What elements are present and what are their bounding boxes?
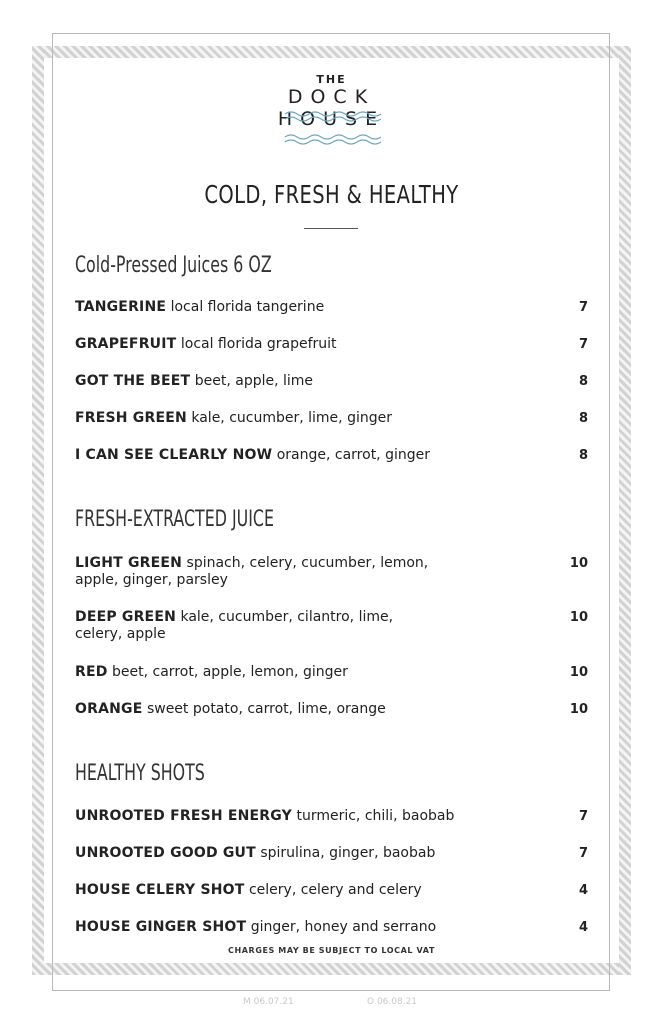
- item-name: DEEP GREEN: [75, 609, 176, 625]
- section-heading-cold-pressed: Cold-Pressed Juices 6 OZ: [75, 253, 272, 278]
- item-price: 7: [578, 337, 588, 352]
- item-price: 7: [578, 846, 588, 861]
- menu-title: COLD, FRESH & HEALTHY: [204, 180, 459, 209]
- item-price: 8: [578, 411, 588, 426]
- item-name: TANGERINE: [75, 299, 167, 315]
- item-desc: spirulina, ginger, baobab: [260, 845, 436, 861]
- menu-item: [75, 808, 495, 825]
- logo-the: THE: [316, 73, 347, 86]
- item-desc: kale, cucumber, cilantro, lime, celery, apple: [75, 609, 394, 642]
- item-price: 10: [569, 665, 588, 680]
- section-heading-fresh-extracted: FRESH-EXTRACTED JUICE: [75, 507, 274, 532]
- rope-border-left: [32, 46, 44, 975]
- item-name: RED: [75, 664, 108, 680]
- item-desc: beet, apple, lime: [194, 373, 314, 389]
- item-desc: spinach, celery, cucumber, lemon, apple, ginger, parsley: [75, 555, 429, 588]
- menu-item: [75, 299, 455, 316]
- title-divider: [304, 228, 358, 229]
- logo-word-house: HOUSE: [277, 108, 386, 130]
- menu-item: [75, 845, 495, 862]
- item-desc: sweet potato, carrot, lime, orange: [146, 701, 386, 717]
- item-name: GRAPEFRUIT: [75, 336, 177, 352]
- vat-notice: CHARGES MAY BE SUBJECT TO LOCAL VAT: [228, 946, 435, 955]
- item-price: 10: [569, 556, 588, 571]
- item-price: 4: [578, 883, 588, 898]
- menu-item: [75, 664, 455, 681]
- menu-item: [75, 609, 425, 643]
- item-name: GOT THE BEET: [75, 373, 191, 389]
- item-price: 7: [578, 809, 588, 824]
- print-code-left: M 06.07.21: [243, 997, 294, 1007]
- menu-item: [75, 410, 455, 427]
- item-name: HOUSE GINGER SHOT: [75, 919, 247, 935]
- waves-icon: [283, 102, 383, 152]
- item-name: UNROOTED FRESH ENERGY: [75, 808, 293, 824]
- item-name: I CAN SEE CLEARLY NOW: [75, 447, 273, 463]
- item-desc: local florida grapefruit: [180, 336, 337, 352]
- item-name: LIGHT GREEN: [75, 555, 183, 571]
- print-code-right: O 06.08.21: [367, 997, 418, 1007]
- item-desc: beet, carrot, apple, lemon, ginger: [112, 664, 348, 680]
- item-desc: kale, cucumber, lime, ginger: [191, 410, 392, 426]
- item-desc: orange, carrot, ginger: [276, 447, 430, 463]
- menu-item: [75, 373, 455, 390]
- menu-item: [75, 555, 455, 589]
- menu-item: [75, 882, 495, 899]
- item-name: UNROOTED GOOD GUT: [75, 845, 256, 861]
- item-desc: local florida tangerine: [170, 299, 325, 315]
- menu-item: [75, 447, 495, 464]
- menu-item: [75, 336, 455, 353]
- item-desc: ginger, honey and serrano: [250, 919, 437, 935]
- section-heading-healthy-shots: HEALTHY SHOTS: [75, 761, 205, 786]
- item-price: 10: [569, 702, 588, 717]
- item-name: ORANGE: [75, 701, 143, 717]
- item-price: 4: [578, 920, 588, 935]
- logo-word-dock: DOCK: [287, 86, 376, 108]
- item-price: 7: [578, 300, 588, 315]
- item-name: FRESH GREEN: [75, 410, 187, 426]
- rope-border-right: [619, 46, 631, 975]
- item-price: 10: [569, 610, 588, 625]
- menu-item: [75, 701, 455, 718]
- item-price: 8: [578, 374, 588, 389]
- menu-item: [75, 919, 495, 936]
- item-price: 8: [578, 448, 588, 463]
- item-desc: turmeric, chili, baobab: [296, 808, 455, 824]
- item-name: HOUSE CELERY SHOT: [75, 882, 245, 898]
- item-desc: celery, celery and celery: [248, 882, 422, 898]
